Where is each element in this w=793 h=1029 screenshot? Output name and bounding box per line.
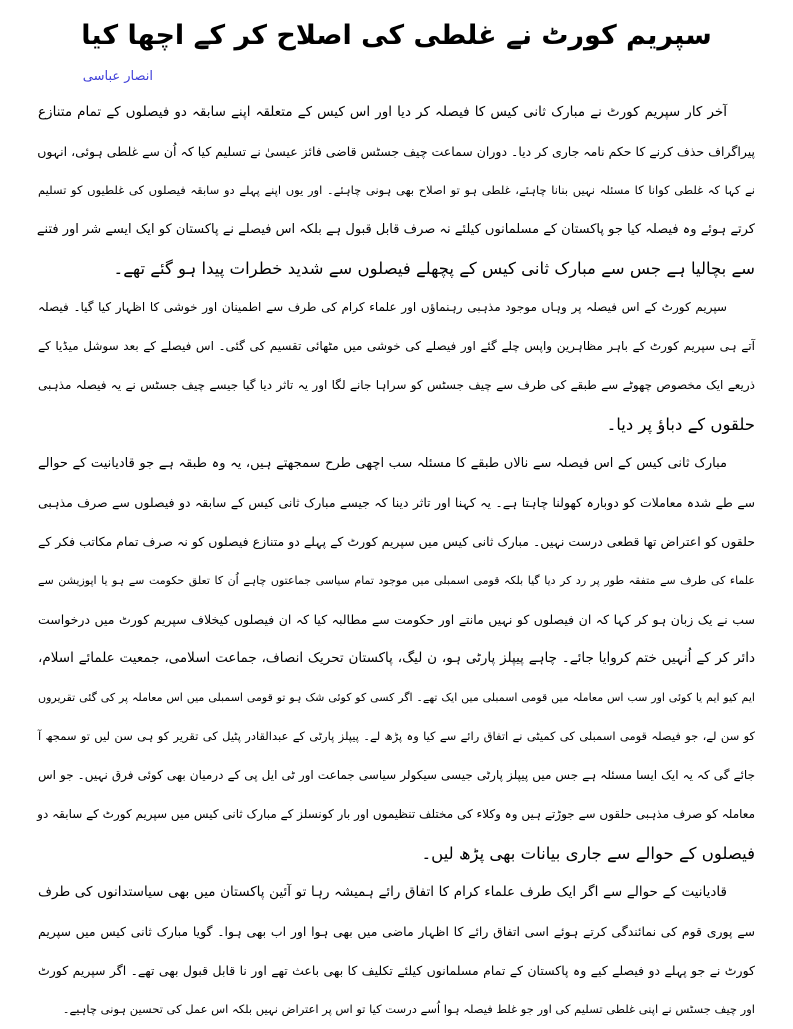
paragraph-line: اور چیف جسٹس نے اپنی غلطی تسلیم کی اور جو غلط فیصلہ ہوا اُسے درست کیا تو اس پر اعتراض نہیں بلکہ اس عمل کی تحسین ہونی چاہیے۔ [62, 1002, 755, 1016]
paragraph [38, 288, 755, 444]
headline: سپریم کورٹ نے غلطی کی اصلاح کر کے اچھا کیا [81, 20, 712, 51]
paragraph-line: ذریعے ایک مخصوص چھوٹے سے طبقے کی طرف سے چیف جسٹس کو سراہا جانے لگا اور یہ تاثر دیا گیا جیسے چیف جسٹس نے یہ فیصلہ مذہبی [38, 378, 755, 392]
paragraph-line: پیراگراف حذف کرنے کا حکم نامہ جاری کر دیا۔ دوران سماعت چیف جسٹس قاضی فائز عیسیٰ نے تسلیم کیا کہ اُن سے غلطی ہوئی، انہوں [37, 144, 755, 159]
paragraph-line: سب نے یک زبان ہو کر کہا کہ ان فیصلوں کو نہیں مانتے اور حکومت سے مطالبہ کیا کہ ان فیصلوں کیخلاف سپریم کورٹ میں درخواست [38, 612, 755, 627]
paragraph-line: سے طے شدہ معاملات کو دوبارہ کھولنا چاہتا ہے۔ یہ کہنا اور تاثر دینا کہ جیسے مبارک ثانی کیس کے سابقہ دو فیصلوں سے صرف مذہبی [38, 495, 755, 510]
paragraph-line: آخر کار سپریم کورٹ نے مبارک ثانی کیس کا فیصلہ کر دیا اور اس کیس کے متعلقہ اپنے سابقہ دو فیصلوں کے تمام متنازع [38, 104, 727, 120]
paragraph-line: سے پوری قوم کی نمائندگی کرتے ہوئے اسی اتفاق رائے کا اظہار ماضی میں بھی ہوا اور اب بھی ہوا۔ گویا مبارک ثانی کیس میں سپریم [38, 924, 755, 939]
paragraph-line: قادیانیت کے حوالے سے اگر ایک طرف علماء کرام کا اتفاق رائے ہمیشہ رہا تو آئین پاکستان میں بھی سیاستدانوں کی طرف [38, 884, 727, 900]
article-body [38, 93, 755, 1029]
paragraph-line: ایم کیو ایم یا کوئی اور سب اس معاملہ میں قومی اسمبلی میں ایک تھے۔ اگر کسی کو کوئی شک ہو تو قومی اسمبلی میں اس معاملہ پر کی گئی تقریروں [38, 691, 755, 704]
paragraph-line: نے کہا کہ غلطی کوانا کا مسئلہ نہیں بنانا چاہئے، غلطی ہو تو اصلاح بھی ہونی چاہئے۔ اور یوں اپنے پہلے دو سابقہ فیصلوں کی غلطیوں کو تسلیم [38, 183, 755, 197]
paragraph [38, 93, 755, 288]
paragraph-line: حلقوں کے دباؤ پر دیا۔ [606, 415, 755, 434]
paragraph-line: علماء کی طرف سے متفقہ طور پر رد کر دیا گیا بلکہ قومی اسمبلی میں موجود تمام سیاسی جماعتوں چاہے اُن کا تعلق حکومت سے ہو یا اپوزیشن سے [38, 574, 755, 587]
paragraph-line: آتے ہی سپریم کورٹ کے باہر مظاہرین واپس چلے گئے اور فیصلے کی خوشی میں مٹھائی تقسیم کی گئی۔ اس فیصلے کے بعد سوشل میڈیا کے [38, 339, 755, 353]
paragraph [38, 444, 755, 873]
paragraph-line: کرتے ہوئے وہ فیصلہ کیا جو پاکستان کے مسلمانوں کیلئے نہ صرف قابل قبول ہے بلکہ اس فیصلے نے پاکستان کو ایک ایسے شر اور فتنے [36, 222, 755, 237]
paragraph-line: دائر کر کے اُنہیں ختم کروایا جائے۔ چاہے پیپلز پارٹی ہو، ن لیگ، پاکستان تحریک انصاف، جماعت اسلامی، جمعیت علمائے اسلام، [38, 650, 755, 666]
paragraph-line: سپریم کورٹ کے اس فیصلہ پر وہاں موجود مذہبی رہنماؤں اور علماء کرام کی طرف سے اطمینان اور خوشی کا اظہار کیا گیا۔ فیصلہ [38, 300, 727, 314]
paragraph-line: معاملہ کو صرف مذہبی حلقوں سے جوڑتے ہیں وہ وکلاء کی مختلف تنظیموں اور بار کونسلز کے مبارک ثانی کیس میں سپریم کورٹ کے سابقہ دو [37, 807, 755, 821]
paragraph-line: سے بچالیا ہے جس سے مبارک ثانی کیس کے پچھلے فیصلوں سے شدید خطرات پیدا ہو گئے تھے۔ [113, 259, 755, 278]
paragraph-line: فیصلوں کے حوالے سے جاری بیانات بھی پڑھ لیں۔ [421, 844, 755, 863]
paragraph [38, 873, 755, 1029]
paragraph-line: کو سن لے، جو فیصلہ قومی اسمبلی کی کمیٹی نے اتفاق رائے سے کیا وہ پڑھ لے۔ پیپلز پارٹی کے عبدالقادر پٹیل کی تقریر کو ہی سن لیں تو سمجھ آ [38, 729, 755, 743]
paragraph-line: مبارک ثانی کیس کے اس فیصلہ سے نالاں طبقے کا مسئلہ سب اچھی طرح سمجھتے ہیں، یہ وہ طبقہ ہے جو قادیانیت کے حوالے [38, 456, 727, 471]
paragraph-line: کورٹ نے جو پہلے دو فیصلے کیے وہ پاکستان کے تمام مسلمانوں کیلئے تکلیف کا بھی باعث تھے اور نا قابل قبول بھی تھے۔ اگر سپریم کورٹ [38, 963, 755, 978]
paragraph-line: حلقوں کو اعتراض تھا قطعی درست نہیں۔ مبارک ثانی کیس میں سپریم کورٹ کے پہلے دو متنازع فیصلوں کو نہ صرف تمام مکاتب فکر کے [38, 534, 755, 549]
paragraph-line: جائے گی کہ یہ ایک ایسا مسئلہ ہے جس میں پیپلز پارٹی جیسی سیکولر سیاسی جماعت اور ٹی ایل پی کے درمیان بھی کوئی فرق نہیں۔ جو اس [38, 768, 755, 782]
author-byline: انصار عباسی [82, 69, 153, 84]
